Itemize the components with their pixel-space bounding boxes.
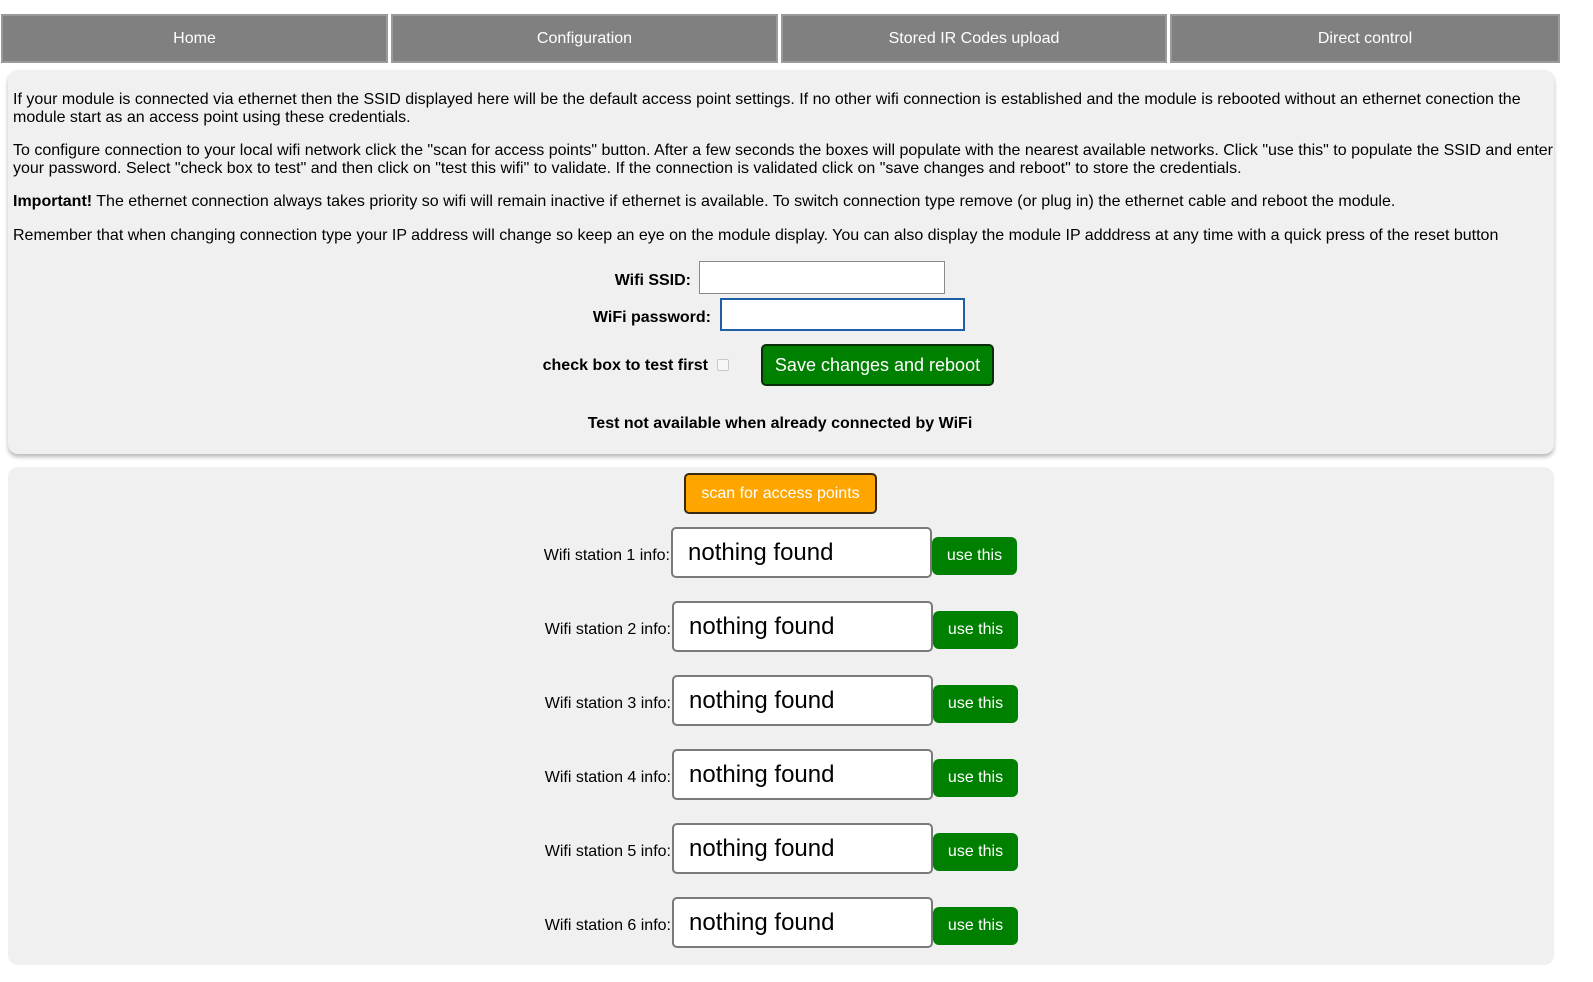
test-notice: Test not available when already connected by WiFi (587, 415, 973, 432)
station-2-info: nothing found (672, 601, 933, 652)
station-3-label: Wifi station 3 info: (544, 695, 671, 712)
intro-paragraph-3 (13, 193, 1558, 211)
station-1-info: nothing found (671, 527, 932, 578)
password-label: WiFi password: (592, 309, 711, 326)
station-6-label: Wifi station 6 info: (544, 917, 671, 934)
intro-paragraph-2: To configure connection to your local wifi network click the "scan for access points" button. After a few seconds the boxes will populate with the nearest available networks. Click "use this" to populate the SSID and enter your password. Select "check box to test" and then click on "test this wifi" to validate. If the connection is validated click on "save changes and reboot" to store the credentials. (13, 142, 1553, 177)
station-2-label: Wifi station 2 info: (544, 621, 671, 638)
important-label: Important! (13, 193, 93, 210)
station-5-use-button[interactable]: use this (933, 833, 1018, 871)
station-5-label: Wifi station 5 info: (544, 843, 671, 860)
important-text: The ethernet connection always takes priority so wifi will remain inactive if ethernet is available. To switch connection type remove (or plug in) the ethernet cable and reboot the module. (92, 193, 1396, 210)
test-checkbox[interactable] (717, 359, 729, 371)
tab-configuration[interactable]: Configuration (391, 14, 778, 63)
station-1-use-button[interactable]: use this (932, 537, 1017, 575)
test-checkbox-label: check box to test first (542, 357, 708, 374)
station-2-use-button[interactable]: use this (933, 611, 1018, 649)
station-3-use-button[interactable]: use this (933, 685, 1018, 723)
station-5-info: nothing found (672, 823, 933, 874)
intro-paragraph-4: Remember that when changing connection type your IP address will change so keep an eye on the module display. You can also display the module IP adddress at any time with a quick press of the reset button (13, 227, 1499, 244)
save-and-reboot-button[interactable]: Save changes and reboot (761, 344, 994, 386)
station-6-info: nothing found (672, 897, 933, 948)
tab-home[interactable]: Home (1, 14, 388, 63)
tab-direct-control[interactable]: Direct control (1170, 14, 1560, 63)
station-3-info: nothing found (672, 675, 933, 726)
ssid-input[interactable] (699, 261, 945, 294)
scan-access-points-button[interactable]: scan for access points (684, 473, 877, 514)
station-4-info: nothing found (672, 749, 933, 800)
station-4-label: Wifi station 4 info: (544, 769, 671, 786)
tab-stored-ir-codes-upload[interactable]: Stored IR Codes upload (781, 14, 1167, 63)
ssid-label: Wifi SSID: (614, 272, 691, 289)
station-4-use-button[interactable]: use this (933, 759, 1018, 797)
station-1-label: Wifi station 1 info: (543, 547, 670, 564)
password-input[interactable] (720, 298, 965, 331)
top-nav (0, 14, 1593, 63)
station-6-use-button[interactable]: use this (933, 907, 1018, 945)
intro-paragraph-1: If your module is connected via ethernet then the SSID displayed here will be the default access point settings. If no other wifi connection is established and the module is rebooted without an ethernet conection the module start as an access point using these credentials. (13, 91, 1521, 126)
